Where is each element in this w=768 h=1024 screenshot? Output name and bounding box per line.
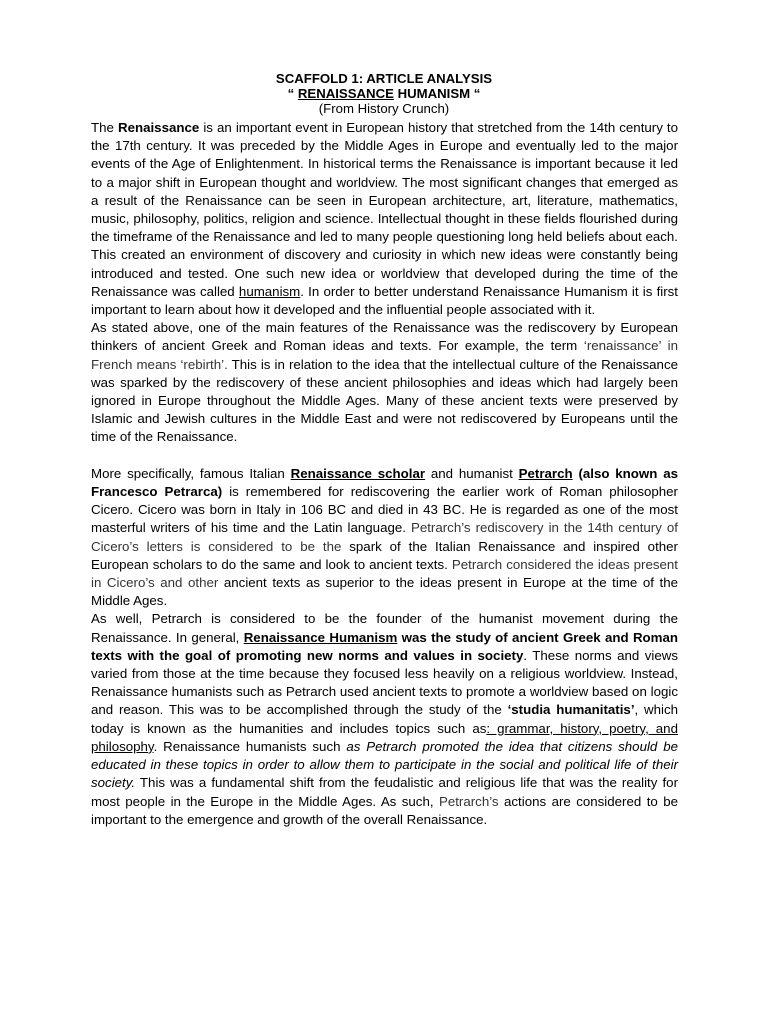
p3-text-2: and humanist bbox=[425, 465, 519, 481]
paragraph-3 bbox=[91, 465, 678, 611]
p1-text-1: The bbox=[91, 120, 118, 135]
p4-text-4: . Renaissance humanists such bbox=[153, 738, 347, 754]
p3-text-3: is remembered for rediscovering the earlier work of Roman philosopher Cicero. Cicero was born in Italy in 106 BC and died in 43 BC. He is regarded as one of the most masterful writers of his time and the Latin language. bbox=[91, 484, 678, 536]
document-subtitle bbox=[0, 86, 768, 102]
p1-text-2: is an important event in European history that stretched from the 14th century to the 17th century. It was preceded by the Middle Ages in Europe and eventually led to the major events of the Age of Enlightenment. In historical terms the Renaissance is important because it led to a major shift in European thought and worldview. The most significant changes that emerged as a result of the Renaissance can be seen in European architecture, art, literature, mathematics, music, philosophy, politics, religion and science. Intellectual thought in these fields flourished during the timeframe of the Renaissance and led to many people questioning long held beliefs about each. This created an environment of discovery and curiosity in which new ideas were constantly being introduced and tested. One such new idea or worldview that developed during the time of the Renaissance was called bbox=[91, 120, 678, 299]
p4-text-6: actions are considered to be important to the emergence and growth of the overall Renaissance. bbox=[91, 793, 678, 827]
p3-scholar-term: Renaissance scholar bbox=[290, 465, 426, 481]
p1-text-3: . In order to better understand Renaissance Humanism it is first important to learn about how it developed and the influential people associated with it. bbox=[91, 283, 678, 318]
paragraph-4 bbox=[91, 610, 678, 828]
p3-text-4: spark of the Italian Renaissance and inspired other European scholars to do the same and look to ancient texts. bbox=[91, 538, 678, 572]
p4-humanism-term: Renaissance Humanism bbox=[243, 629, 398, 645]
p1-renaissance-term: Renaissance bbox=[117, 120, 200, 135]
subtitle-humanism: HUMANISM “ bbox=[393, 86, 481, 101]
p3-text-5: ancient texts as superior to the ideas present in Europe at the time of the Middle Ages. bbox=[91, 575, 678, 609]
p4-text-2: . These norms and views varied from those at the time because they focused less heavily on a religious worldview. Instead, Renaissance humanists such as Petrarch used ancient texts to promote a worldview based on logic and reason. This was to be accomplished through the study of the bbox=[91, 647, 678, 718]
p4-text-1: As well, Petrarch is considered to be the founder of the humanist movement during the Renaissance. In general, bbox=[91, 611, 678, 645]
p3-considered-phrase: Petrarch considered the ideas present in Cicero’s and other bbox=[91, 556, 678, 591]
p2-text-1: As stated above, one of the main features of the Renaissance was the rediscovery by European thinkers of ancient Greek and Roman ideas and texts. For example, the term bbox=[91, 320, 678, 354]
p4-petrarchs: Petrarch’s bbox=[438, 793, 499, 809]
subtitle-quote-open: “ bbox=[287, 86, 298, 101]
p4-topics-list: : grammar, history, poetry, and philosophy bbox=[91, 720, 678, 754]
source-line: (From History Crunch) bbox=[318, 101, 450, 116]
p3-aka-phrase: (also known as Francesco Petrarca) bbox=[91, 465, 678, 500]
paragraph-2 bbox=[91, 319, 678, 446]
paragraph-gap bbox=[91, 447, 678, 465]
article-body bbox=[91, 119, 678, 829]
p1-humanism-term: humanism bbox=[238, 283, 301, 299]
p3-rediscovery-phrase: Petrarch’s rediscovery in the 14th century of Cicero’s letters is considered to be the bbox=[91, 520, 678, 554]
subtitle-renaissance: RENAISSANCE bbox=[297, 86, 394, 101]
p2-text-2: This is in relation to the idea that the intellectual culture of the Renaissance was sparked by the rediscovery of these ancient philosophies and ideas which had largely been ignored in Europe throughout the Middle Ages. Many of these ancient texts were preserved by Islamic and Jewish cultures in the Middle East and were not rediscovered by Europeans until the time of the Renaissance. bbox=[91, 356, 678, 445]
p4-definition: was the study of ancient Greek and Roman texts with the goal of promoting new norms and values in society bbox=[91, 629, 679, 663]
p4-text-5: This was a fundamental shift from the feudalistic and religious life that was the reality for most people in the Europe in the Middle Ages. As such, bbox=[91, 775, 678, 809]
p3-text-1: More specifically, famous Italian bbox=[91, 465, 291, 481]
document-title: SCAFFOLD 1: ARTICLE ANALYSIS bbox=[275, 71, 493, 86]
p2-rebirth-phrase: ‘renaissance’ in French means ‘rebirth’. bbox=[91, 338, 678, 372]
p4-text-3: , which today is known as the humanities and includes topics such as bbox=[91, 702, 678, 736]
paragraph-1 bbox=[91, 119, 678, 319]
p4-italic-idea: as Petrarch promoted the idea that citizens should be educated in these topics in order to allow them to participate in the social and political life of their society. bbox=[91, 738, 678, 791]
p4-studia-term: ‘studia humanitatis’ bbox=[507, 702, 635, 718]
p3-petrarch-term: Petrarch bbox=[518, 465, 573, 481]
